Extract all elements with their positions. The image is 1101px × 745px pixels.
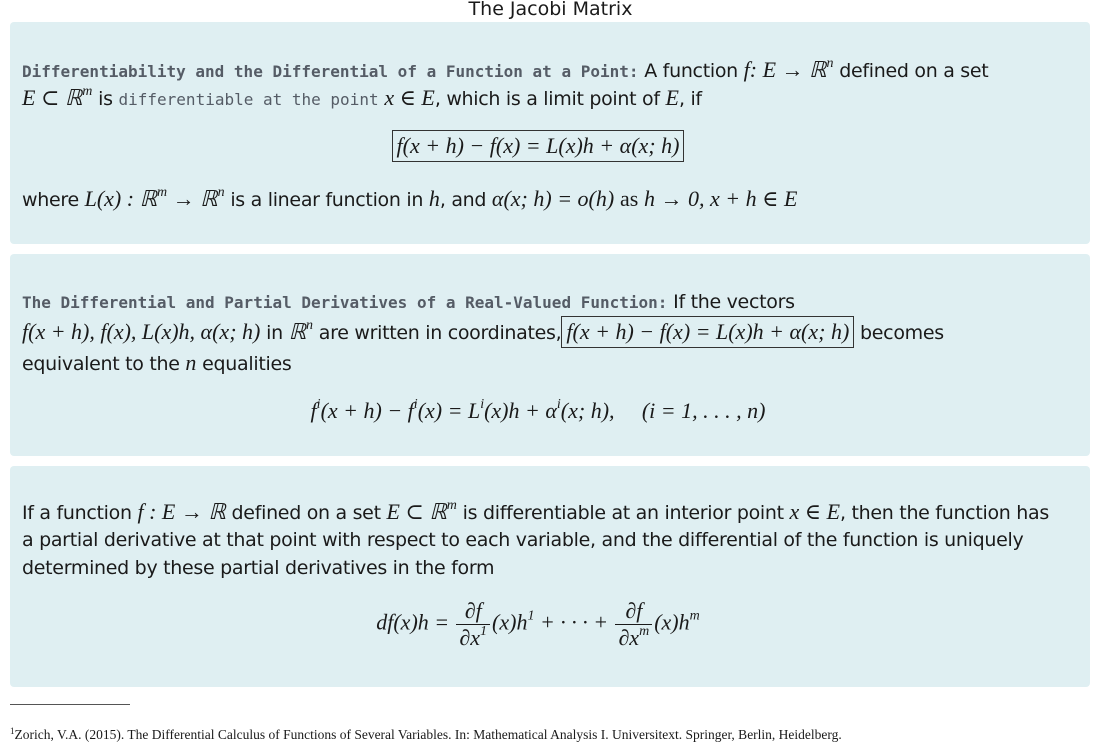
footnote <box>10 727 842 743</box>
def2-coordinate-equation: $f^i(x + h) - f^i(x) = L^i(x)h + \alpha^i(x$; h), (i = 1, . . . , n) <box>310 397 766 423</box>
def2-line-2: f(x + h), f(x), L(x)h, α(x; h) in ℝ$^n$ are written in coordinates, f(x + h) − f(x) = L(x)h + α(x; h) becomes <box>22 316 944 348</box>
fraction-partial-m: $\frac{\partial f}{\partial x^m}$ <box>615 598 652 651</box>
fraction-partial-1: $\frac{\partial f}{\partial x^1}$ <box>456 598 490 651</box>
def1-heading: Differentiability and the Differential of a Function at a Point: <box>22 62 639 81</box>
theorem-card-differential-form <box>10 466 1090 687</box>
footnote-divider <box>10 704 130 705</box>
def1-line-where: where L(x) : ℝ$^m$ → ℝ$^n$ is a linear function in h, and α(x; h) = o(h) as h → 0, x + h ∈ E <box>22 185 798 211</box>
def1-equation <box>10 130 1066 162</box>
footnote-citation: Zorich, V.A. (2015). The Differential Calculus of Functions of Several Variables. In: Mathematical Analysis I. Universitext. Springer, Berlin, Heidelberg. <box>14 727 842 742</box>
theorem-card-partial-derivatives <box>10 254 1090 456</box>
definition-card-differentiability <box>10 22 1090 244</box>
def1-line-1: Differentiability and the Differential of a Function at a Point: A function f: E → ℝ$^n$ defined on a set <box>22 56 989 82</box>
def2-line-3: equivalent to the n equalities <box>22 350 292 375</box>
def3-line-3: determined by these partial derivatives in the form <box>22 557 495 579</box>
def1-boxed-equation: f(x + h) − f(x) = L(x)h + α(x; h) <box>392 130 685 162</box>
def2-line-1: The Differential and Partial Derivatives of a Real-Valued Function: If the vectors <box>22 291 795 313</box>
def1-line-2: E ⊂ ℝ$^m$ is differentiable at the point x ∈ E, which is a limit point of E, if <box>22 84 702 110</box>
def3-differential-equation: df(x)h = $\frac{\partial f}{\partial x^1}$ $(x)h^1$ + · · · + $\frac{\partial f}{\partial x^m}$ $(x)h^m$ <box>376 598 700 650</box>
def1-term: differentiable at the point <box>118 90 379 109</box>
def3-line-2: a partial derivative at that point with respect to each variable, and the differential of the function is uniquely <box>22 529 1024 551</box>
def2-boxed-equation: f(x + h) − f(x) = L(x)h + α(x; h) <box>561 316 854 348</box>
def2-heading: The Differential and Partial Derivatives of a Real-Valued Function: <box>22 293 668 312</box>
page-title: The Jacobi Matrix <box>468 0 633 20</box>
def3-line-1: If a function f : E → ℝ defined on a set E ⊂ ℝ$^m$ is differentiable at an interior point x ∈ E, then the function has <box>22 498 1049 524</box>
footnote-mark: 1 <box>10 726 15 736</box>
